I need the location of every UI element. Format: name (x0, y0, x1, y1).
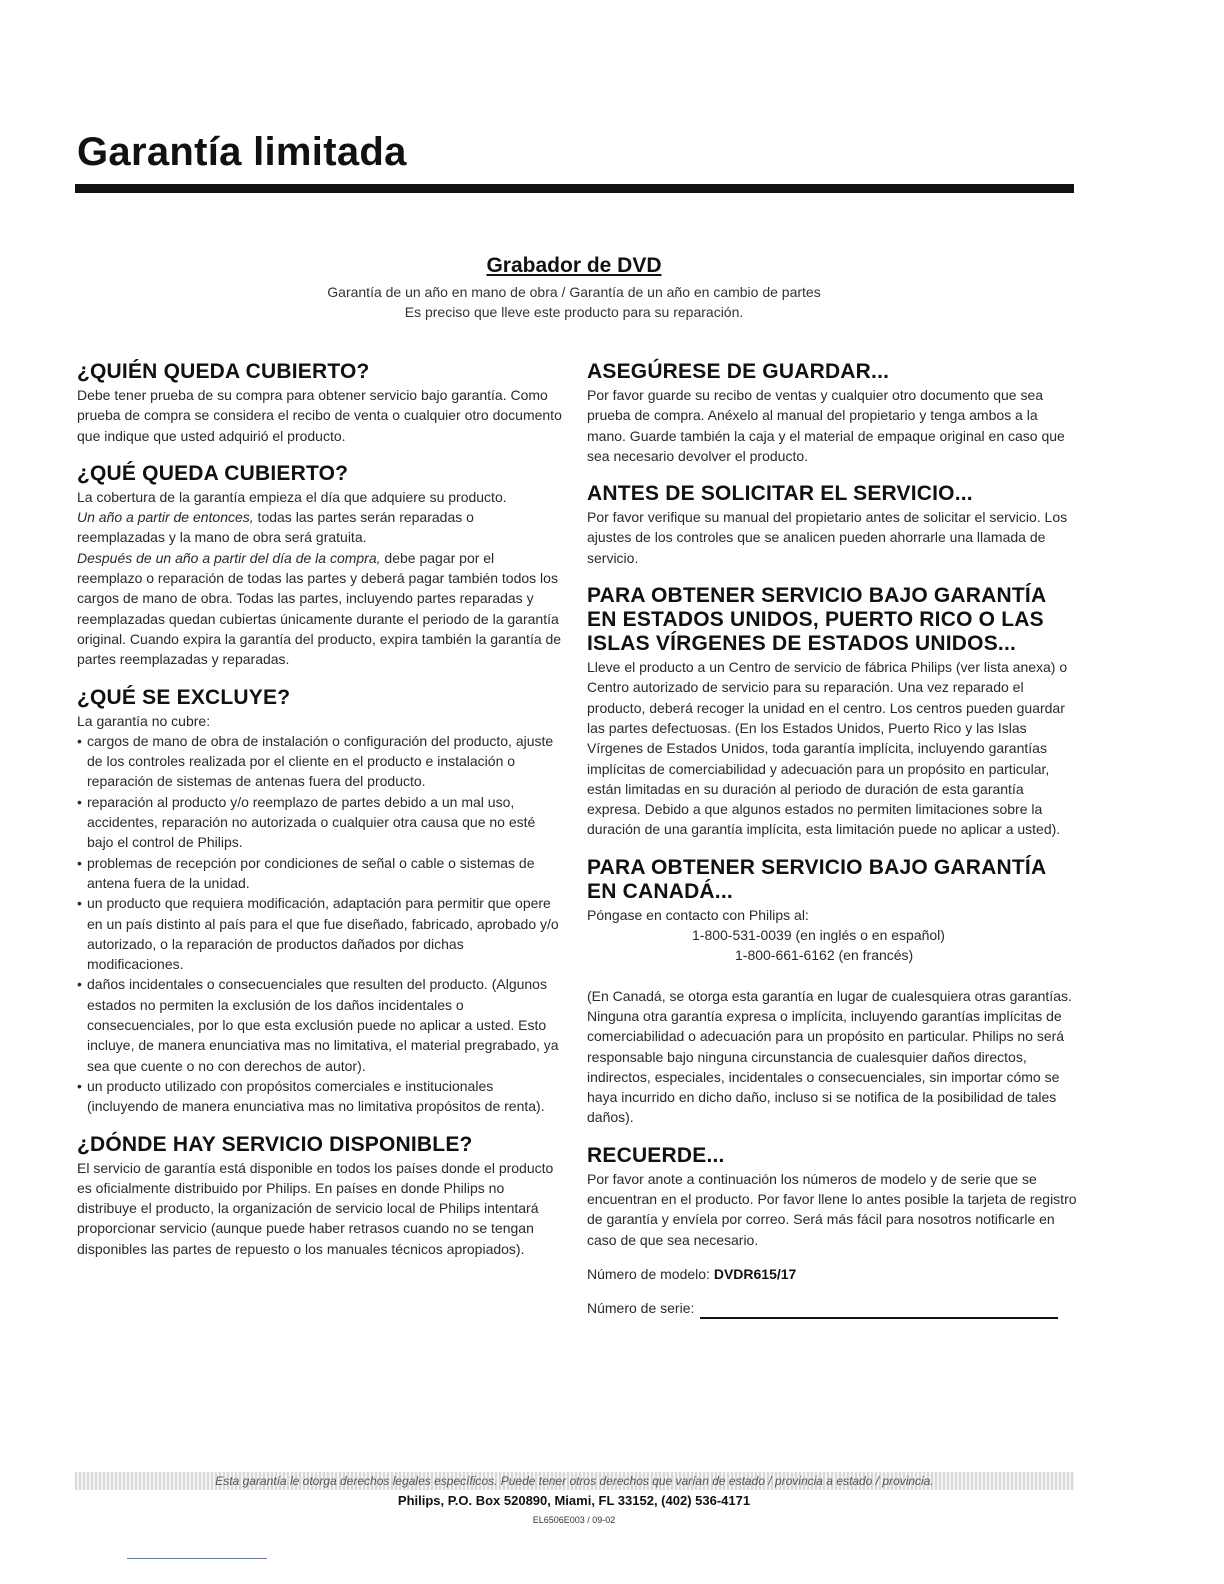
warranty-header (0, 254, 1148, 322)
section-canada-intro: Póngase en contacto con Philips al: (587, 906, 809, 923)
section-what-italic-2: Después de un año a partir del día de la compra, (77, 549, 381, 566)
section-us-text: Lleve el producto a un Centro de servicio de fábrica Philips (ver lista anexa) o Centro autorizado de servicio para su reparación. Una vez reparado el producto, deberá recoger la unidad en el centro. Los centros pueden guardar las partes defectuosas. (En los Estados Unidos, Puerto Rico y las Islas Vírgenes de Estados Unidos, toda garantía implícita, incluyendo garantías implícitas de comerciabilidad y adecuación para un propósito en particular, están limitadas en su duración al periodo de duración de esta garantía expresa. Debido a que algunos estados no permiten limitaciones sobre la duración de una garantía implícita, esta limitación puede no aplicar a usted). (587, 659, 1068, 838)
section-canada-text: (En Canadá, se otorga esta garantía en lugar de cualesquiera otras garantías. Ninguna otra garantía expresa o implícita, incluyendo garantías implícitas de comerciabilidad o adecuación para un propósito en particular. Philips no será responsable bajo ninguna circunstancia de cualesquier daños directos, indirectos, especiales, incidentales o consecuenciales, sin importar cómo se haya incurrido en dicho daño, incluso si se notifica de la posibilidad de tales daños). (587, 987, 1072, 1126)
section-what (77, 462, 562, 670)
canada-phone-english-spanish: 1-800-531-0039 (en inglés o en español) (692, 927, 945, 944)
section-save (587, 360, 1077, 466)
header-line-1: Garantía de un año en mano de obra / Garantía de un año en cambio de partes (327, 284, 821, 300)
philips-address: Philips, P.O. Box 520890, Miami, FL 33152, (402) 536-4171 (397, 1493, 751, 1508)
exclusion-item: • reparación al producto y/o reemplazo de partes debido a un mal uso, accidentes, reparación no autorizada o cualquier otra causa que no esté bajo el control de Philips. (77, 792, 562, 853)
section-who-heading: ¿QUIÉN QUEDA CUBIERTO? (77, 360, 370, 383)
section-before-text: Por favor verifique su manual del propietario antes de solicitar el servicio. Los ajustes de los controles que se analicen pueden ahorrarle una llamada de servicio. (587, 509, 1068, 566)
right-column (587, 360, 1077, 1335)
section-where (77, 1133, 562, 1259)
section-remember-text: Por favor anote a continuación los números de modelo y de serie que se encuentran en el producto. Por favor llene lo antes posible la tarjeta de registro de garantía y envíela por correo. Será más fácil para nosotros notificarle en caso de que sea necesario. (587, 1170, 1077, 1248)
section-canada-heading: PARA OBTENER SERVICIO BAJO GARANTÍA EN CANADÁ... (587, 855, 1046, 903)
title-rule (75, 184, 1074, 193)
exclusion-item: • cargos de mano de obra de instalación o configuración del producto, ajuste de los controles realizada por el cliente en el producto e instalación o reparación de sistemas de antenas fuera del producto. (77, 731, 562, 792)
page-title: Garantía limitada (77, 130, 407, 174)
section-save-heading: ASEGÚRESE DE GUARDAR... (587, 360, 890, 383)
canada-phone-french: 1-800-661-6162 (en francés) (735, 947, 914, 964)
section-remember-heading: RECUERDE... (587, 1143, 725, 1167)
section-us-heading: PARA OBTENER SERVICIO BAJO GARANTÍA EN ESTADOS UNIDOS, PUERTO RICO O LAS ISLAS VÍRGENES DE ESTADOS UNIDOS... (587, 584, 1046, 656)
exclusion-list (77, 731, 562, 1117)
section-what-para-3 (77, 548, 562, 670)
section-before-heading: ANTES DE SOLICITAR EL SERVICIO... (587, 482, 973, 506)
section-what-text-2: todas las partes serán reparadas o reemplazadas y la mano de obra será gratuita. (77, 509, 474, 546)
section-excluded (77, 686, 562, 1117)
exclusion-item: • un producto utilizado con propósitos comerciales e institucionales (incluyendo de manera enunciativa mas no limitativa propósitos de renta). (77, 1076, 562, 1117)
model-number-field (587, 1264, 1077, 1284)
section-before (587, 482, 1077, 568)
section-who-text: Debe tener prueba de su compra para obtener servicio bajo garantía. Como prueba de compra se considera el recibo de venta o cualquier otro documento que indique que usted adquirió el producto. (77, 387, 562, 444)
section-where-heading: ¿DÓNDE HAY SERVICIO DISPONIBLE? (77, 1132, 473, 1156)
model-number-value: DVDR615/17 (713, 1265, 797, 1282)
section-excluded-intro: La garantía no cubre: (77, 712, 211, 729)
section-excluded-heading: ¿QUÉ SE EXCLUYE? (77, 685, 291, 709)
section-where-text: El servicio de garantía está disponible en todos los países donde el producto es oficialmente distribuido por Philips. En países en donde Philips no distribuye el producto, la organización de servicio local de Philips intentará proporcionar servicio (aunque puede haber retrasos cuando no se tengan disponibles las partes de repuesto o los manuales técnicos apropiados). (77, 1159, 554, 1257)
left-column (77, 360, 562, 1275)
serial-number-blank (700, 1301, 1058, 1319)
model-number-label: Número de modelo: (587, 1265, 710, 1282)
header-line-2: Es preciso que lleve este producto para su reparación. (404, 304, 744, 320)
section-us (587, 584, 1077, 840)
serial-number-field (587, 1298, 1077, 1318)
section-who (77, 360, 562, 446)
section-remember (587, 1144, 1077, 1319)
product-name: Grabador de DVD (486, 254, 662, 277)
section-what-heading: ¿QUÉ QUEDA CUBIERTO? (77, 461, 349, 485)
serial-number-label: Número de serie: (587, 1300, 695, 1317)
exclusion-item: • problemas de recepción por condiciones de señal o cable o sistemas de antena fuera de la unidad. (77, 853, 562, 894)
section-what-text-3: debe pagar por el reemplazo o reparación de todas las partes y deberá pagar también todos los cargos de mano de obra. Todas las partes, incluyendo partes reparadas y reemplazadas quedan cubiertas únicamente durante el periodo de la garantía original. Cuando expira la garantía del producto, expira también la garantía de partes reemplazadas y reparadas. (77, 549, 562, 668)
exclusion-item: • un producto que requiera modificación, adaptación para permitir que opere en un país distinto al país para el que fue diseñado, fabricado, aprobado y/o autorizado, o la reparación de productos dañados por dichas modificaciones. (77, 893, 562, 974)
exclusion-item: • daños incidentales o consecuenciales que resulten del producto. (Algunos estados no permiten la exclusión de los daños incidentales o consecuenciales, por lo que esta exclusión puede no aplicar a usted. Esto incluye, de manera enunciativa mas no limitativa, el material pregrabado, ya sea que cuente o no con derechos de autor). (77, 974, 562, 1075)
section-canada (587, 856, 1077, 1128)
legal-rights-banner: Esta garantía le otorga derechos legales específicos. Puede tener otros derechos que varían de estado / provincia a estado / provincia. (75, 1472, 1074, 1490)
section-what-text-1: La cobertura de la garantía empieza el día que adquiere su producto. (77, 488, 507, 505)
footer-link-underline (127, 1558, 267, 1559)
section-what-italic-1: Un año a partir de entonces, (77, 509, 254, 526)
section-what-para-2 (77, 507, 562, 548)
section-save-text: Por favor guarde su recibo de ventas y cualquier otro documento que sea prueba de compra. Anéxelo al manual del propietario y tenga ambos a la mano. Guarde también la caja y el material de empaque original en caso que sea necesario devolver el producto. (587, 387, 1065, 464)
document-code: EL6506E003 / 09-02 (532, 1515, 616, 1525)
